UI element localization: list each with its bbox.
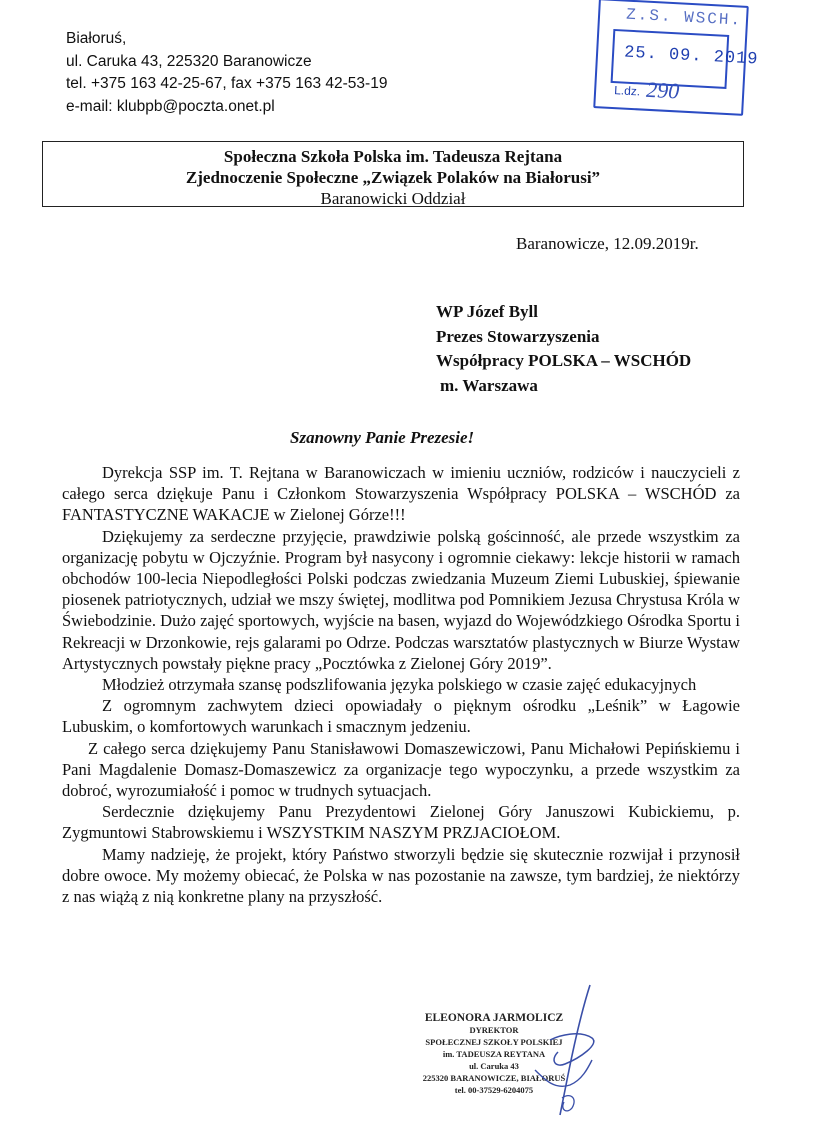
signatory-phone: tel. 00-37529-6204075 bbox=[454, 1085, 534, 1095]
receipt-stamp bbox=[593, 0, 759, 116]
signatory-city: 225320 BARANOWICZE, BIAŁORUŚ bbox=[422, 1073, 566, 1083]
body-paragraph-1: Dyrekcja SSP im. T. Rejtana w Baranowiczach w imieniu uczniów, rodziców i nauczycieli z całego serca dziękuje Panu i Członkom Stowarzyszenia Współpracy POLSKA – WSCHÓD za FANTASTYCZNE WAKACJE w Zielonej Górze!!! bbox=[62, 463, 740, 525]
addressee-name: WP Józef Byll bbox=[436, 302, 538, 321]
signatory-school-name: im. TADEUSZA REYTANA bbox=[442, 1049, 546, 1059]
signatory-street: ul. Caruka 43 bbox=[469, 1061, 519, 1071]
addressee-city: m. Warszawa bbox=[440, 375, 538, 395]
signatory-school: SPOŁECZNEJ SZKOŁY POLSKIEJ bbox=[425, 1037, 563, 1047]
body-paragraph-3: Młodzież otrzymała szansę podszlifowania języka polskiego w czasie zajęć edukacyjnych bbox=[102, 675, 697, 695]
letterhead-school: Społeczna Szkoła Polska im. Tadeusza Rejtana bbox=[223, 147, 563, 166]
stamp-header: Z.S. WSCH. bbox=[625, 5, 743, 30]
sender-phone: tel. +375 163 42-25-67, fax +375 163 42-53-19 bbox=[66, 75, 388, 92]
sender-email: e-mail: klubpb@poczta.onet.pl bbox=[66, 97, 275, 115]
letterhead-union: Zjednoczenie Społeczne „Związek Polaków na Białorusi” bbox=[185, 168, 601, 187]
letter-body bbox=[62, 462, 740, 907]
body-paragraph-2: Dziękujemy za serdeczne przyjęcie, prawdziwie polską gościnność, ale przede wszystkim za organizację pobytu w Ojczyźnie. Program był nasycony i ogromnie ciekawy: lekcje historii w ramach obchodów 100-lecia Niepodległości Polski podczas zwiedzania Muzeum Ziemi Lubuskiej, śpiewanie piosenek patriotycznych, udział we mszy świętej, modlitwa pod Pomnikiem Jezusa Chrystusa Króla w Świebodzinie. Dużo zajęć sportowych, wyjście na basen, wyjazd do Wojewódzkiego Ośrodka Sportu i Rekreacji w Drzonkowie, rejs galarami po Odrze. Podczas warsztatów plastycznych w Biurze Wystaw Artystycznych powstały piękne pracy „Pocztówka z Zielonej Góry 2019”. bbox=[62, 526, 740, 673]
handwritten-signature bbox=[520, 980, 610, 1120]
sender-country: Białoruś, bbox=[66, 30, 127, 47]
letter-date: Baranowicze, 12.09.2019r. bbox=[516, 234, 699, 253]
body-paragraph-4: Z ogromnym zachwytem dzieci opowiadały o pięknym ośrodku „Leśnik” w Łagowie Lubuskim, o komfortowych warunkach i smacznym jedzeniu. bbox=[62, 696, 740, 737]
signatory-name: ELEONORA JARMOLICZ bbox=[424, 1012, 564, 1024]
stamp-ldz-label: L.dz. bbox=[613, 83, 641, 99]
stamp-number: 290 bbox=[645, 76, 680, 104]
addressee-block bbox=[436, 300, 691, 398]
letterhead-branch: Baranowicki Oddział bbox=[320, 189, 466, 208]
body-paragraph-6: Serdecznie dziękujemy Panu Prezydentowi Zielonej Góry Januszowi Kubickiemu, p. Zygmuntowi Stabrowskiemu i WSZYSTKIM NASZYM PRZJACIOŁOM. bbox=[62, 802, 740, 843]
salutation: Szanowny Panie Prezesie! bbox=[290, 428, 475, 447]
letterhead-box bbox=[42, 141, 744, 207]
stamp-date: 25. 09. 2019 bbox=[623, 43, 759, 70]
body-paragraph-5: Z całego serca dziękujemy Panu Stanisławowi Domaszewiczowi, Panu Michałowi Pepińskiemu i Pani Magdalenie Domasz-Domaszewicz za organizacje tego wypoczynku, a przede wszystkim za dobroć, wyrozumiałość i pomoc w trudnych sytuacjach. bbox=[62, 738, 740, 801]
sender-address bbox=[66, 28, 387, 118]
addressee-organization: Współpracy POLSKA – WSCHÓD bbox=[436, 351, 692, 370]
body-paragraph-7: Mamy nadzieję, że projekt, który Państwo stworzyli będzie się skutecznie rozwijał i przynosił dobre owoce. My możemy obiecać, że Polska w nas pozostanie na zawsze, tym bardziej, że niektórzy z nas wiążą z nią konkretne plany na przyszłość. bbox=[62, 844, 740, 907]
sender-street: ul. Caruka 43, 225320 Baranowicze bbox=[66, 52, 312, 70]
addressee-title: Prezes Stowarzyszenia bbox=[436, 326, 600, 346]
signatory-title: DYREKTOR bbox=[469, 1025, 519, 1035]
